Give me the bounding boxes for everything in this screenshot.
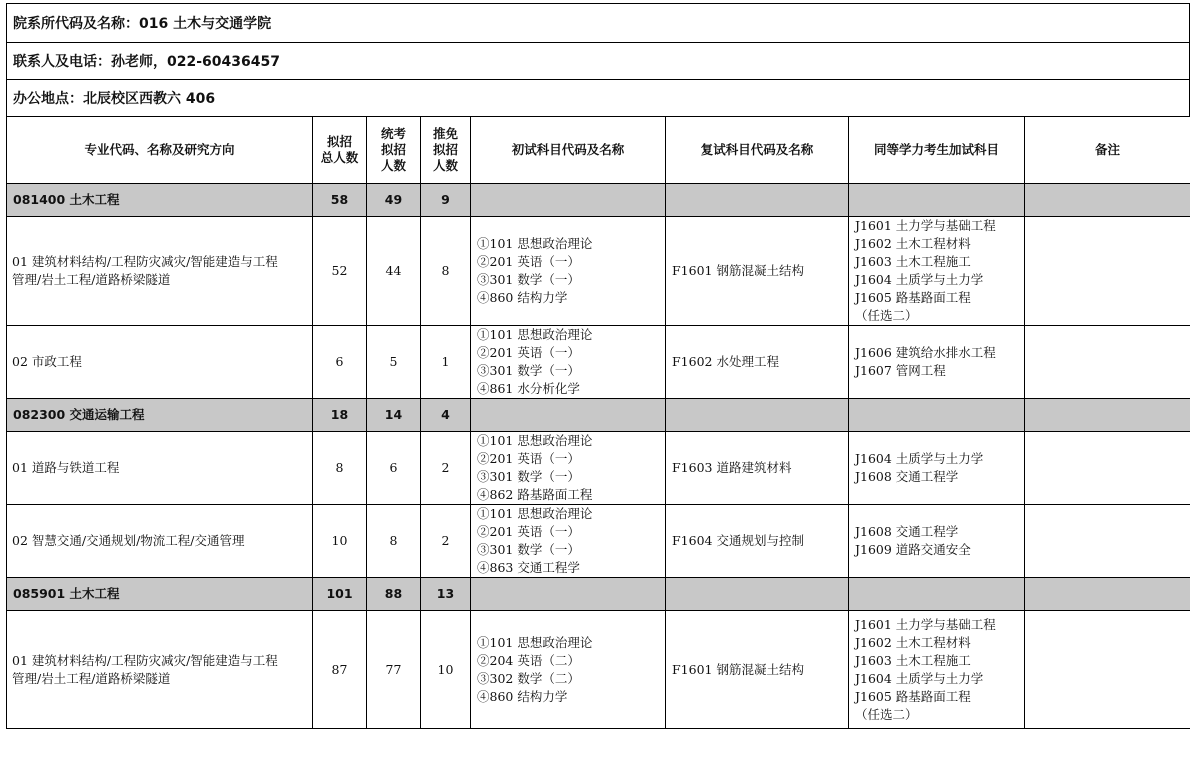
direction-name: 02 智慧交通/交通规划/物流工程/交通管理 [7,505,313,578]
direction-total: 6 [313,326,367,399]
major-name: 081400 土木工程 [7,184,313,217]
major-total: 18 [313,399,367,432]
prelim-subjects: ①101 思想政治理论 ②204 英语（二） ③302 数学（二） ④860 结构力学 [471,611,666,729]
retest-subject: F1603 道路建筑材料 [666,432,849,505]
major-exam: 49 [367,184,421,217]
extra-subjects: J1604 土质学与土力学 J1608 交通工程学 [849,432,1025,505]
direction-exam: 8 [367,505,421,578]
retest-subject: F1604 交通规划与控制 [666,505,849,578]
header-prelim: 初试科目代码及名称 [471,117,666,184]
direction-exam: 77 [367,611,421,729]
major-row [7,578,1190,611]
direction-total: 87 [313,611,367,729]
major-exempt: 4 [421,399,471,432]
prelim-subjects: ①101 思想政治理论 ②201 英语（一） ③301 数学（一） ④861 水分析化学 [471,326,666,399]
extra-subjects: J1606 建筑给水排水工程 J1607 管网工程 [849,326,1025,399]
header-exempt: 推免 拟招 人数 [421,117,471,184]
extra-subjects: J1601 土力学与基础工程 J1602 土木工程材料 J1603 土木工程施工 J1604 土质学与土力学 J1605 路基路面工程 （任选二） [849,611,1025,729]
note-cell [1025,611,1190,729]
note-cell [1025,505,1190,578]
header-row [7,117,1190,184]
retest-subject: F1601 钢筋混凝土结构 [666,217,849,326]
major-name: 085901 土木工程 [7,578,313,611]
direction-row [7,217,1190,326]
header-retest: 复试科目代码及名称 [666,117,849,184]
header-note: 备注 [1025,117,1190,184]
direction-exempt: 2 [421,432,471,505]
direction-name: 01 建筑材料结构/工程防灾减灾/智能建造与工程 管理/岩土工程/道路桥梁隧道 [7,611,313,729]
direction-exempt: 8 [421,217,471,326]
admission-sheet [6,3,1190,729]
direction-total: 8 [313,432,367,505]
major-row [7,184,1190,217]
major-total: 101 [313,578,367,611]
direction-total: 10 [313,505,367,578]
direction-exam: 6 [367,432,421,505]
major-name: 082300 交通运输工程 [7,399,313,432]
direction-name: 01 道路与铁道工程 [7,432,313,505]
prelim-subjects: ①101 思想政治理论 ②201 英语（一） ③301 数学（一） ④862 路基路面工程 [471,432,666,505]
dept-info: 院系所代码及名称：016 土木与交通学院 [6,3,1190,42]
major-exempt: 13 [421,578,471,611]
retest-subject: F1601 钢筋混凝土结构 [666,611,849,729]
note-cell [1025,432,1190,505]
note-cell [1025,217,1190,326]
direction-exam: 5 [367,326,421,399]
contact-info: 联系人及电话：孙老师，022-60436457 [6,42,1190,79]
direction-exam: 44 [367,217,421,326]
direction-row [7,326,1190,399]
direction-name: 01 建筑材料结构/工程防灾减灾/智能建造与工程 管理/岩土工程/道路桥梁隧道 [7,217,313,326]
retest-subject: F1602 水处理工程 [666,326,849,399]
direction-exempt: 1 [421,326,471,399]
direction-total: 52 [313,217,367,326]
major-exam: 88 [367,578,421,611]
direction-row [7,432,1190,505]
direction-exempt: 2 [421,505,471,578]
extra-subjects: J1608 交通工程学 J1609 道路交通安全 [849,505,1025,578]
prelim-subjects: ①101 思想政治理论 ②201 英语（一） ③301 数学（一） ④860 结构力学 [471,217,666,326]
note-cell [1025,326,1190,399]
office-info: 办公地点：北辰校区西教六 406 [6,79,1190,116]
direction-row [7,611,1190,729]
direction-exempt: 10 [421,611,471,729]
program-table [6,116,1190,729]
major-row [7,399,1190,432]
prelim-subjects: ①101 思想政治理论 ②201 英语（一） ③301 数学（一） ④863 交通工程学 [471,505,666,578]
major-exam: 14 [367,399,421,432]
direction-name: 02 市政工程 [7,326,313,399]
major-total: 58 [313,184,367,217]
major-exempt: 9 [421,184,471,217]
extra-subjects: J1601 土力学与基础工程 J1602 土木工程材料 J1603 土木工程施工 J1604 土质学与土力学 J1605 路基路面工程 （任选二） [849,217,1025,326]
header-total: 拟招 总人数 [313,117,367,184]
header-extra: 同等学力考生加试科目 [849,117,1025,184]
header-exam: 统考 拟招 人数 [367,117,421,184]
direction-row [7,505,1190,578]
header-major: 专业代码、名称及研究方向 [7,117,313,184]
